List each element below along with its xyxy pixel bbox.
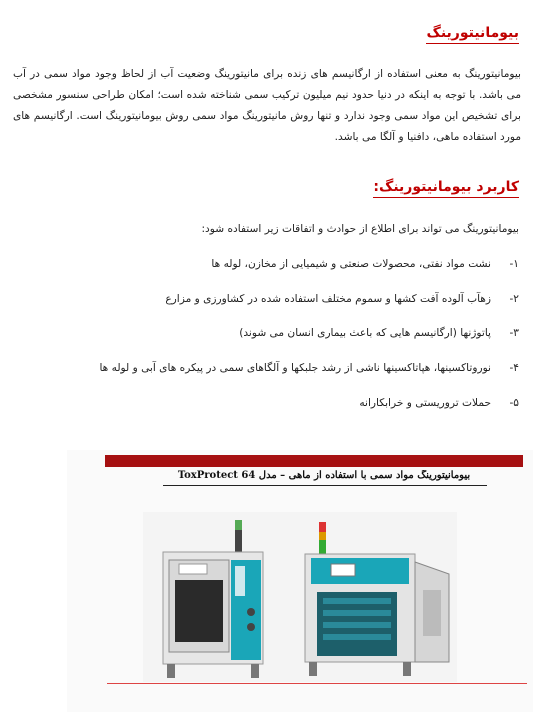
analyzer-open-image: [287, 512, 457, 682]
intro-paragraph: بیومانیتورینگ به معنی استفاده از ارگانیسم های زنده برای مانیتورینگ وضعیت آب از لحاظ وجود مواد سمی در آب می باشد. با توجه به اینکه در دنیا حدود نیم میلیون ترکیب سمی شناخته شده است؛ امکان طراحی سنسور مشخصی برای تشخیص این مواد سمی وجود ندارد و تنها روش مانیتورینگ مواد سمی روش بیومانیتورینگ است. ارگانیسم های مورد استفاده ماهی، دافنیا و آلگا می باشد.: [13, 68, 521, 143]
list-item: [211, 257, 519, 271]
list-number: ۴-: [509, 362, 519, 374]
list-item: [99, 361, 519, 375]
list-text: پاتوژنها (ارگانیسم هایی که باعث بیماری انسان می شوند): [239, 327, 491, 339]
applications-intro: بیومانیتورینگ می تواند برای اطلاع از حوادث و اتفاقات زیر استفاده شود:: [201, 223, 519, 235]
list-text: زهآب آلوده آفت کشها و سموم مختلف استفاده شده در کشاورزی و مزارع: [165, 293, 491, 305]
list-number: ۱-: [509, 258, 519, 270]
figure-bottom-rule: [107, 683, 527, 684]
analyzer-closed-image: [143, 512, 293, 682]
list-number: ۳-: [509, 327, 519, 339]
figure-accent-bar: [105, 455, 523, 467]
list-item: [165, 292, 519, 306]
product-figure: [67, 450, 533, 712]
list-text: نوروتاکسینها، هپاتاکسینها ناشی از رشد جلبکها و آلگاهای سمی در پیکره های آبی و لوله ها: [99, 362, 491, 374]
caption-underline: [163, 485, 487, 486]
figure-caption: بیومانیتورینگ مواد سمی با استفاده از ماهی – مدل ToxProtect 64: [177, 470, 471, 481]
list-text: حملات تروریستی و خرابکارانه: [359, 397, 491, 409]
list-number: ۵-: [509, 397, 519, 409]
list-text: نشت مواد نفتی، محصولات صنعتی و شیمیایی از مخازن، لوله ها: [211, 258, 491, 270]
section-heading-biomonitoring: بیومانیتورینگ: [426, 24, 519, 44]
list-item: [239, 326, 519, 340]
list-number: ۲-: [509, 293, 519, 305]
list-item: [359, 396, 519, 410]
section-heading-applications: کاربرد بیومانیتورینگ:: [373, 178, 519, 198]
